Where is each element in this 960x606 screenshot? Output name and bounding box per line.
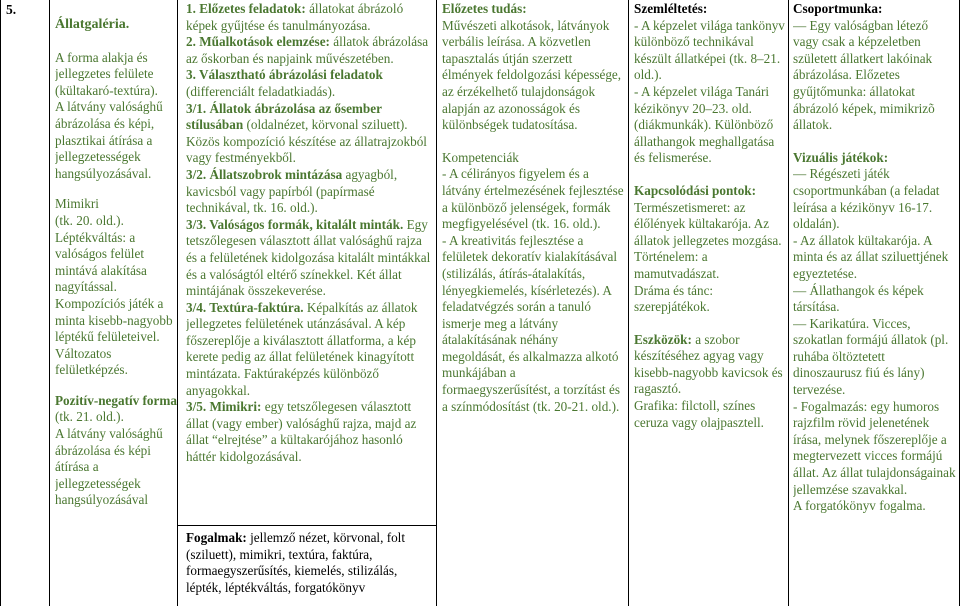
visual-game-5: - Fogalmazás: egy humoros rajzfilm rövid jelenetének írása, melynek főszereplője a megtervezett vicces formájú állat. Az állat tulajdonságainak jellemzése szavakkal. — [793, 398, 956, 497]
task31-text: Közös kompozíció készítése az állatrajzokból vagy festményekből. — [186, 133, 427, 166]
connection-1: Természetismeret: az élőlények kültakarója. Az állatok jellegzetes mozgása. — [634, 199, 782, 248]
task1-label: 1. Előzetes feladatok: — [186, 1, 306, 16]
mimikri-label: Mimikri — [55, 196, 99, 212]
task35-text: egy tetszőlegesen választott állat (vagy ember) valósághű rajza, majd az állat “elrejtése” a kültakarójához hasonló háttér kidolgozásával. — [186, 399, 417, 465]
task33-label: 3/3. Valóságos formák, kitalált minták. — [186, 216, 404, 232]
topic-text-4: Kompozíciós játék a minta kisebb-nagyobb léptékű felületeivel. — [55, 295, 173, 345]
tasks-cell — [186, 1, 432, 466]
illustration-cell — [634, 1, 786, 431]
group-work-label: Csoportmunka: — [793, 1, 883, 16]
competency-2: - A kreativitás fejlesztése a felületek dekoratív kialakításával (stilizálás, átírás-átalakítás, lényegkiemelés, kísérletezés). A feladatvégzés során a tanuló ismerje meg a látvány átalakításának néhány megoldását, és alkalmazza alkotó munkájában a formaegyszerűsítést, a torzítást és a színmódosítást (tk. 20-21. old.). — [442, 232, 620, 414]
task31-label: 3/1. Állatok ábrázolása az ősember stílusában — [186, 100, 382, 133]
topic-cell — [55, 3, 177, 509]
concepts-label: Fogalmak: — [186, 530, 247, 545]
visual-game-3: — Állathangok és képek társítása. — [793, 282, 924, 315]
topic-text-6: A látvány valósághű ábrázolása és képi átírása a jellegzetességek hangsúlyozásával — [55, 426, 163, 508]
topic-text-1: A forma alakja és jellegzetes felülete (kültakaró-textúra). — [55, 49, 158, 98]
task32-text: agyagból, kavicsból vagy papírból (papírmasé technikával, tk. 16. old.). — [186, 166, 398, 216]
visual-game-2: - Az állatok kültakarója. A minta és az állat sziluettjének egyeztetése. — [793, 232, 949, 281]
illustration-1: - A képzelet világa tankönyv különböző technikával készült állatképei (tk. 8–21. old.). — [634, 17, 785, 83]
task33-text: Egy tetszőlegesen választott állat valósághű rajza és a felületének kidolgozása kitalált mintákkal és a valóságtól eltérő színekkel. Két állat mintájának összekeverése. — [186, 216, 431, 299]
tools-graphics: Grafika: filctoll, színes ceruza vagy olajpasztell. — [634, 398, 764, 430]
task32-label: 3/2. Állatszobrok mintázása — [186, 166, 343, 182]
task2-label: 2. Műalkotások elemzése: — [186, 34, 330, 50]
group-work-cell — [793, 1, 956, 515]
illustration-label: Szemléltetés: — [634, 1, 708, 16]
tools-text: a szobor készítéséhez agyag vagy kisebb-nagyobb kavicsok és ragasztó. — [634, 331, 783, 397]
topic-text-5: Változatos felületképzés. — [55, 345, 128, 378]
prior-knowledge-text: Művészeti alkotások, látványok verbális leírása. A közvetlen tapasztalás útján szerzett élmények feldolgozási képessége, az érzékelhető tulajdonságok alapján az azonosságok és különbségek tudatosítása. — [442, 17, 622, 133]
connection-2: Történelem: a mamutvadászat. — [634, 249, 720, 281]
topic-text-3: Léptékváltás: a valóságos felület mintává alakítása nagyítással. — [55, 229, 147, 295]
connections-label: Kapcsolódási pontok: — [634, 182, 757, 198]
competencies-label: Kompetenciák — [442, 149, 519, 165]
task34-label: 3/4. Textúra-faktúra. — [186, 299, 304, 315]
tools-label: Eszközök: — [634, 331, 692, 347]
task31-paren: (oldalnézet, körvonal sziluett). — [246, 117, 408, 133]
mimikri-ref: (tk. 20. old.). — [55, 212, 124, 228]
task3-label: 3. Választható ábrázolási feladatok — [186, 67, 383, 83]
row-number: 5. — [6, 2, 17, 17]
prior-knowledge-cell — [442, 1, 624, 415]
topic-title: Állatgaléria. — [55, 17, 130, 32]
illustration-2: - A képzelet világa Tanári kézikönyv 20–23. old. (diákmunkák). Különböző állathangok meghallgatása és felismerése. — [634, 83, 775, 166]
task34-text: Képalkítás az állatok jellegzetes felületének utánzásával. A kép főszereplője a kiválasztott állatforma, a kép kerete pedig az állat felületének kinagyított mintázata. Faktúraképzés különböző anyagokkal. — [186, 299, 418, 398]
competency-1: - A célirányos figyelem és a látvány értelmezésének fejlesztése a különböző jelenségek, formák megfigyelésével (tk. 16. old.). — [442, 166, 624, 232]
row-number-cell — [6, 2, 46, 19]
concepts-text: jellemző nézet, körvonal, folt (sziluett), mimikri, textúra, faktúra, formaegyszerűsítés, kiemelés, stilizálás, lépték, léptékváltás, forgatókönyv — [186, 530, 406, 595]
connection-3: Dráma és tánc: szerepjátékok. — [634, 282, 714, 315]
group-work-text: — Egy valóságban létező vagy csak a képzeletben született állatkert lakóinak ábrázolása. Előzetes gyűjtőmunka: állatokat ábrázoló képek, mimikrizõ állatok. — [793, 17, 935, 133]
visual-game-1: — Régészeti játék csoportmunkában (a feladat leírása a kézikönyv 16-17. oldalán). — [793, 166, 940, 232]
task3-text: (differenciált feladatkiadás). — [186, 83, 336, 99]
pn-ref: (tk. 21. old.). — [55, 409, 124, 425]
visual-games-label: Vizuális játékok: — [793, 149, 889, 165]
pn-label: Pozitív-negatív forma — [55, 392, 177, 408]
prior-knowledge-label: Előzetes tudás: — [442, 1, 527, 16]
task2-text: állatok ábrázolása az őskorban és napjaink művészetében. — [186, 34, 429, 66]
visual-game-4: — Karikatúra. Vicces, szokatlan formájú állatok (pl. ruhába öltöztetett dinoszaurusz fiú és lány) tervezése. — [793, 315, 949, 398]
visual-game-6: A forgatókönyv fogalma. — [793, 498, 926, 514]
task1-text: állatokat ábrázoló képek gyűjtése és tanulmányozása. — [186, 1, 404, 33]
concepts-cell — [186, 530, 432, 596]
task35-label: 3/5. Mimikri: — [186, 399, 262, 415]
topic-text-2: A látvány valósághű ábrázolása és képi, plasztikai átírása a jellegzetességek hangsúlyozásával. — [55, 99, 163, 181]
